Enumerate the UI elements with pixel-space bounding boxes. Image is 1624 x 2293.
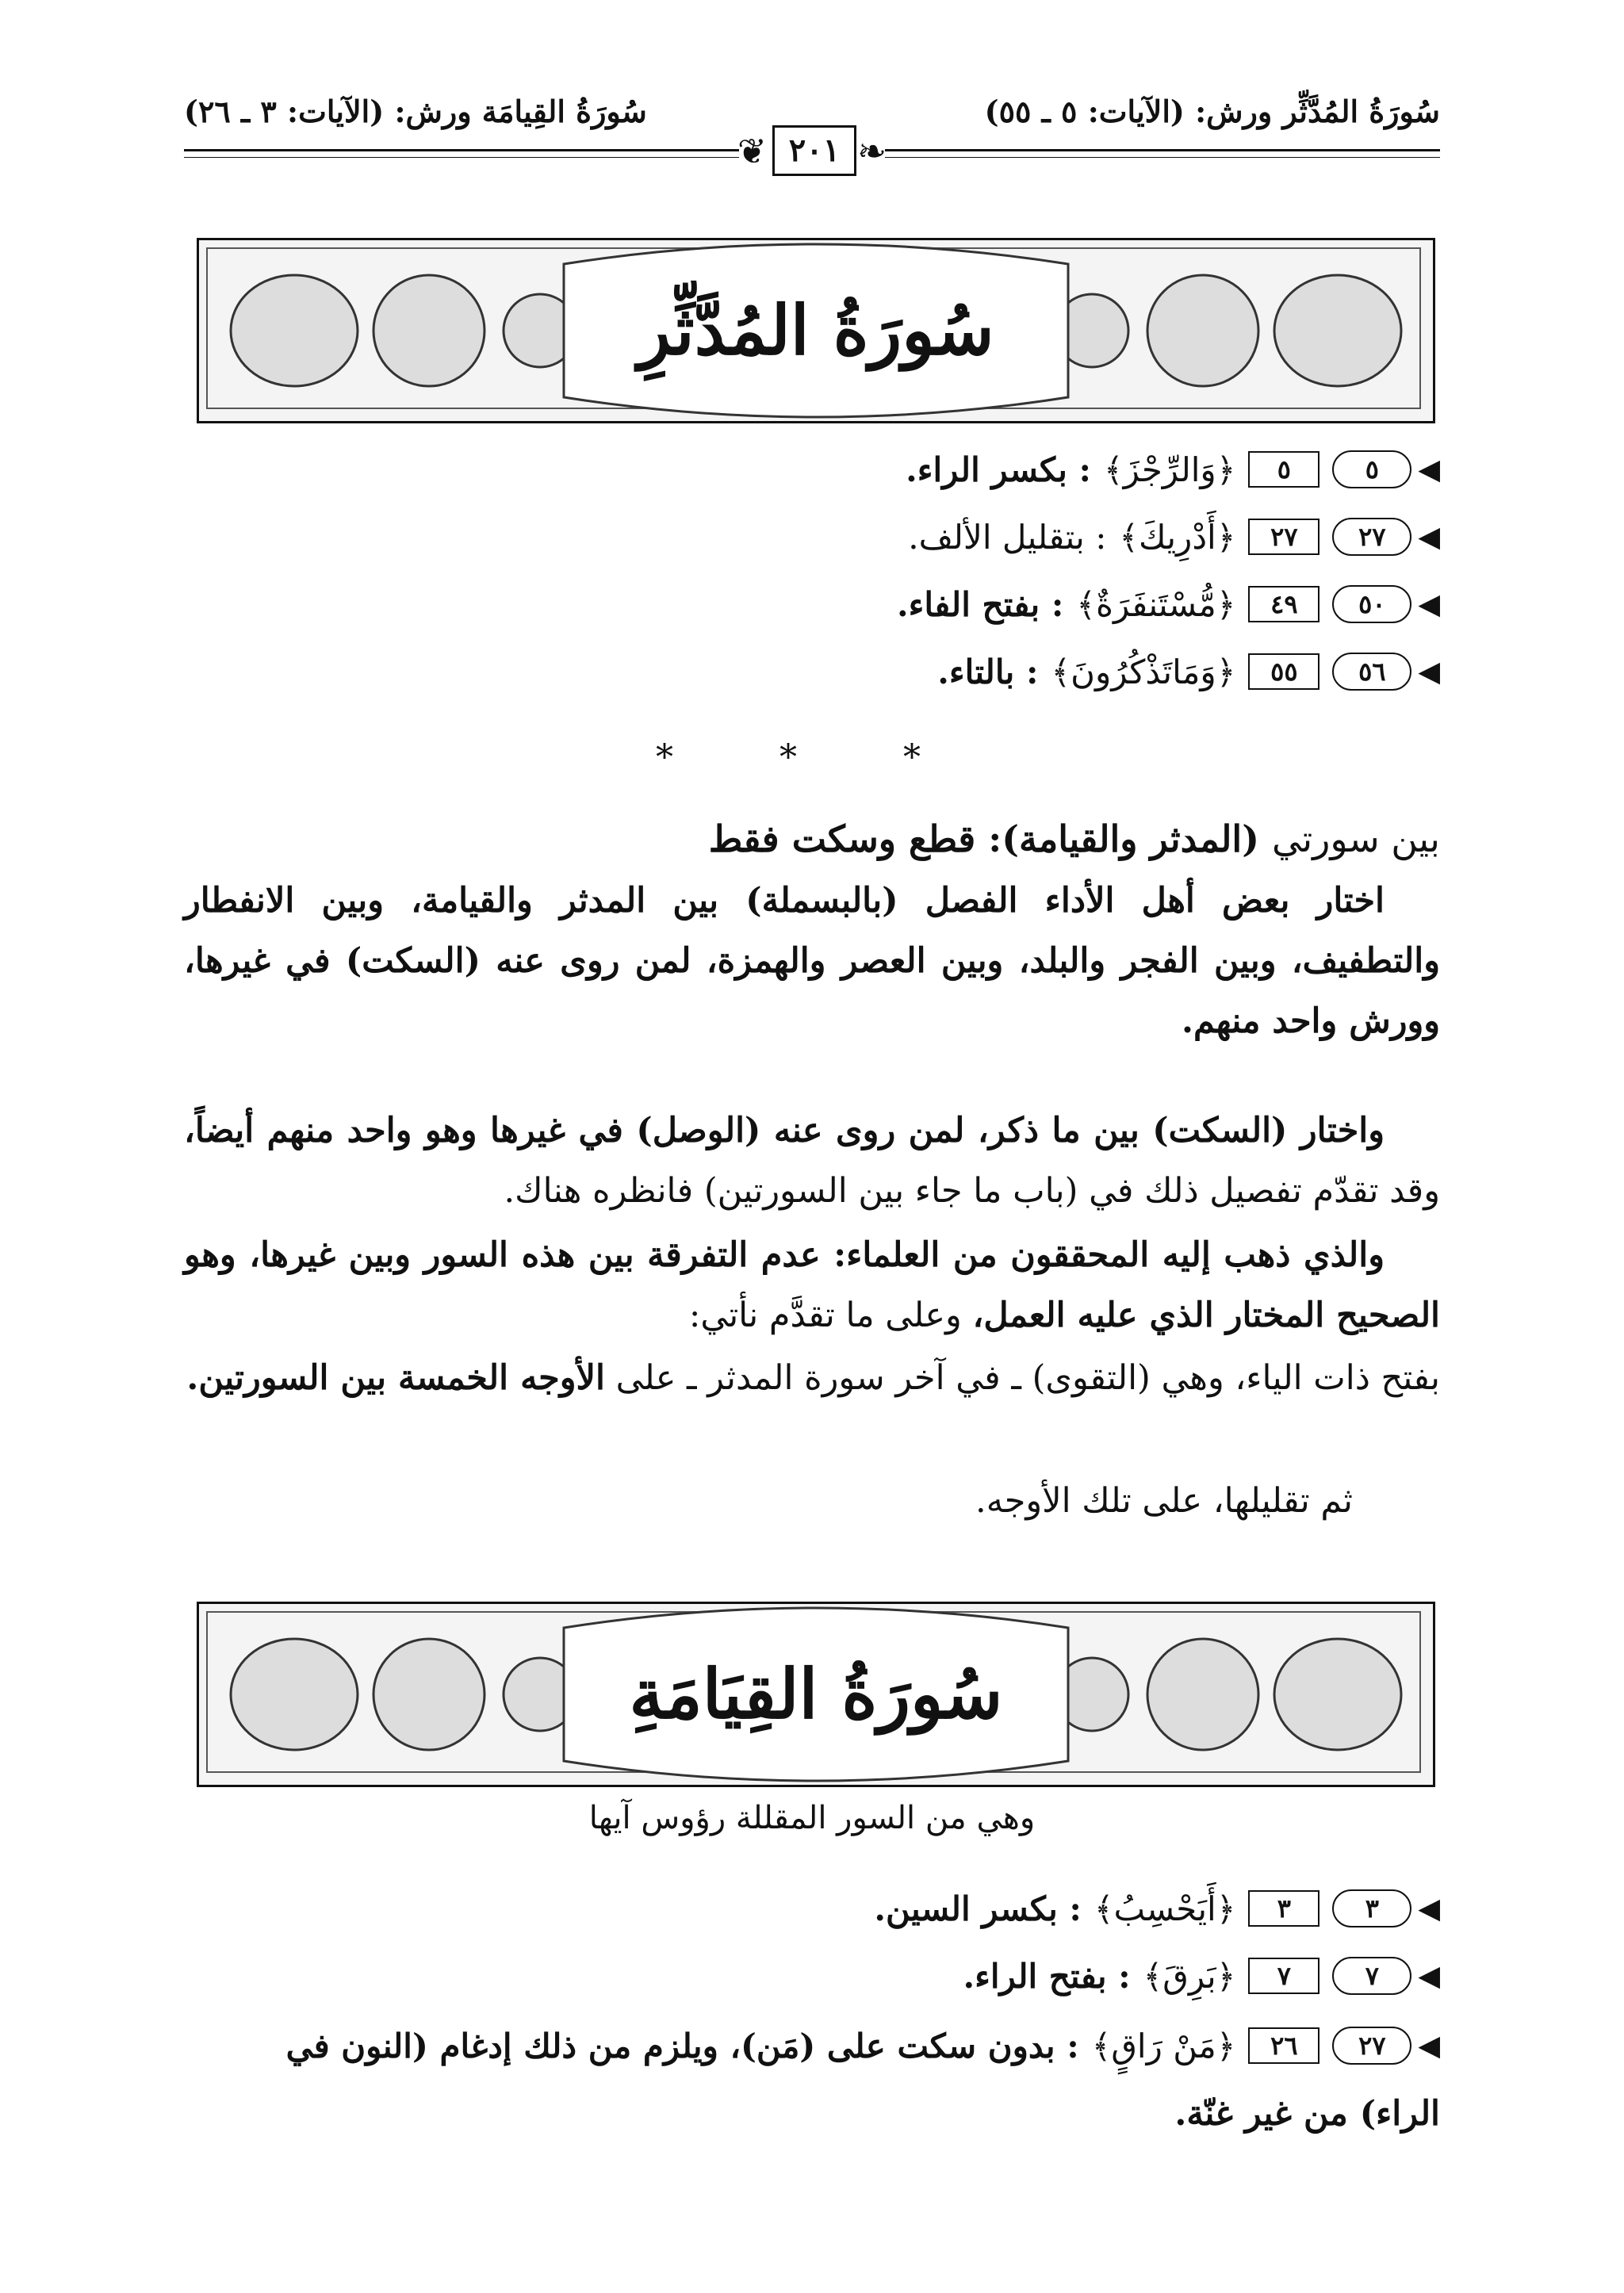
paragraph: ثم تقليلها، على تلك الأوجه. [975,1481,1353,1521]
quran-word: ﴿وَالرِّجْزَ﴾ [1104,450,1236,489]
ayah-number-oval: ٢٧ [1332,518,1411,556]
arrow-icon: ◀ [1418,588,1440,621]
variant-row [897,579,1440,630]
paragraph: اختار بعض أهل الأداء الفصل (بالبسملة) بين المدثر والقيامة، وبين الانفطار والتطفيف، وبين الفجر والبلد، وبين العصر والهمزة، لمن روى عنه (السكت) في غيرها، وورش واحد منهم. [184,881,1440,1041]
ayah-number-box: ٢٧ [1248,519,1320,555]
variant-row [874,1883,1440,1934]
quran-word: ﴿مُّسْتَنفَرَةٌ﴾ [1076,584,1236,624]
paragraph-bold: واختار (السكت) بين ما ذكر، لمن روى عنه (الوصل) في غيرها وهو واحد منهم أيضاً، [184,1111,1385,1150]
ayah-number-oval: ٧ [1332,1957,1411,1995]
ayah-number-oval: ٢٧ [1332,2027,1411,2065]
paragraph-continuation: الراء) من غير غنّة. [1174,2094,1440,2134]
variant-row [286,2020,1440,2071]
paragraph-bold: الأوجه الخمسة بين السورتين. [186,1358,605,1398]
flourish-icon: ❧ [857,132,887,172]
header-rule [184,149,739,151]
header-rule [885,149,1440,151]
heading-prefix: بين سورتي [1272,817,1440,860]
surah-intro: وهي من السور المقللة رؤوس آيها [588,1800,1036,1836]
paragraph-normal: وعلى ما تقدَّم نأتي: [688,1296,973,1335]
ayah-number-oval: ٥٠ [1332,585,1411,623]
flourish-icon: ❦ [737,132,767,172]
section-divider-stars: * * * [656,737,968,778]
reading-description: : بفتح الراء. [963,1956,1131,1996]
ayah-number-box: ٧ [1248,1958,1320,1994]
surah-banner-muddathir [197,238,1435,423]
ayah-number-oval: ٥٦ [1332,653,1411,691]
reading-description: : بتقليل الألف. [908,517,1107,557]
surah-title: سُورَةُ القِيَامَةِ [629,1654,1003,1735]
paragraph [184,1348,1440,1408]
reading-description: : بكسر السين. [874,1889,1082,1928]
reading-description: : بدون سكت على (مَن)، ويلزم من ذلك إدغام (النون في [285,2026,1079,2065]
quran-word: ﴿أَدْرِيكَ﴾ [1119,517,1236,557]
quran-word: ﴿وَمَاتَذْكُرُونَ﴾ [1051,652,1236,691]
running-header-left: سُورَةُ القِيامَة ورش: (الآيات: ٣ ـ ٢٦) [184,94,647,129]
paragraph-bold: والذي ذهب إليه المحققون من العلماء: عدم التفرقة بين هذه السور وبين غيرها، وهو الصحيح المختار الذي عليه العمل، [184,1235,1440,1335]
quran-word: ﴿مَنْ رَاقٍ﴾ [1091,2026,1236,2065]
variant-row [908,511,1440,562]
paragraph [184,1225,1440,1346]
ayah-number-box: ٤٩ [1248,586,1320,622]
section-heading [184,809,1440,869]
variant-row [937,646,1440,697]
ayah-number-oval: ٥ [1332,450,1411,488]
page-number: ٢٠١ [772,125,856,176]
ayah-number-box: ٣ [1248,1890,1320,1927]
ayah-number-box: ٥ [1248,451,1320,488]
quran-word: ﴿أَيَحْسِبُ﴾ [1094,1889,1236,1928]
variant-row [906,444,1440,495]
header-rule [184,157,739,158]
arrow-icon: ◀ [1418,453,1440,486]
ayah-number-oval: ٣ [1332,1889,1411,1927]
paragraph [184,1101,1440,1221]
header-rule [885,157,1440,158]
paragraph-normal: وقد تقدّم تفصيل ذلك في (باب ما جاء بين السورتين) فانظره هناك. [504,1171,1440,1211]
reading-description: : بكسر الراء. [906,450,1092,489]
arrow-icon: ◀ [1418,2029,1440,2062]
reading-description: : بالتاء. [937,652,1039,691]
surah-title: سُورَةُ المُدَّثِّرِ [638,290,994,371]
variant-row [963,1950,1440,2001]
page-number-ornament [737,119,887,182]
ayah-number-box: ٢٦ [1248,2027,1320,2064]
arrow-icon: ◀ [1418,1892,1440,1925]
arrow-icon: ◀ [1418,520,1440,553]
running-header-right: سُورَةُ المُدَّثِّر ورش: (الآيات: ٥ ـ ٥٥) [984,94,1440,129]
surah-banner-qiyama [197,1602,1435,1787]
arrow-icon: ◀ [1418,1959,1440,1992]
heading-title: (المدثر والقيامة): قطع وسكت فقط [708,817,1272,860]
ayah-number-box: ٥٥ [1248,653,1320,690]
reading-description: : بفتح الفاء. [896,584,1064,624]
paragraph-normal: بفتح ذات الياء، وهي (التقوى) ـ في آخر سورة المدثر ـ على [604,1358,1440,1398]
quran-word: ﴿بَرِقَ﴾ [1143,1956,1236,1996]
arrow-icon: ◀ [1418,655,1440,688]
